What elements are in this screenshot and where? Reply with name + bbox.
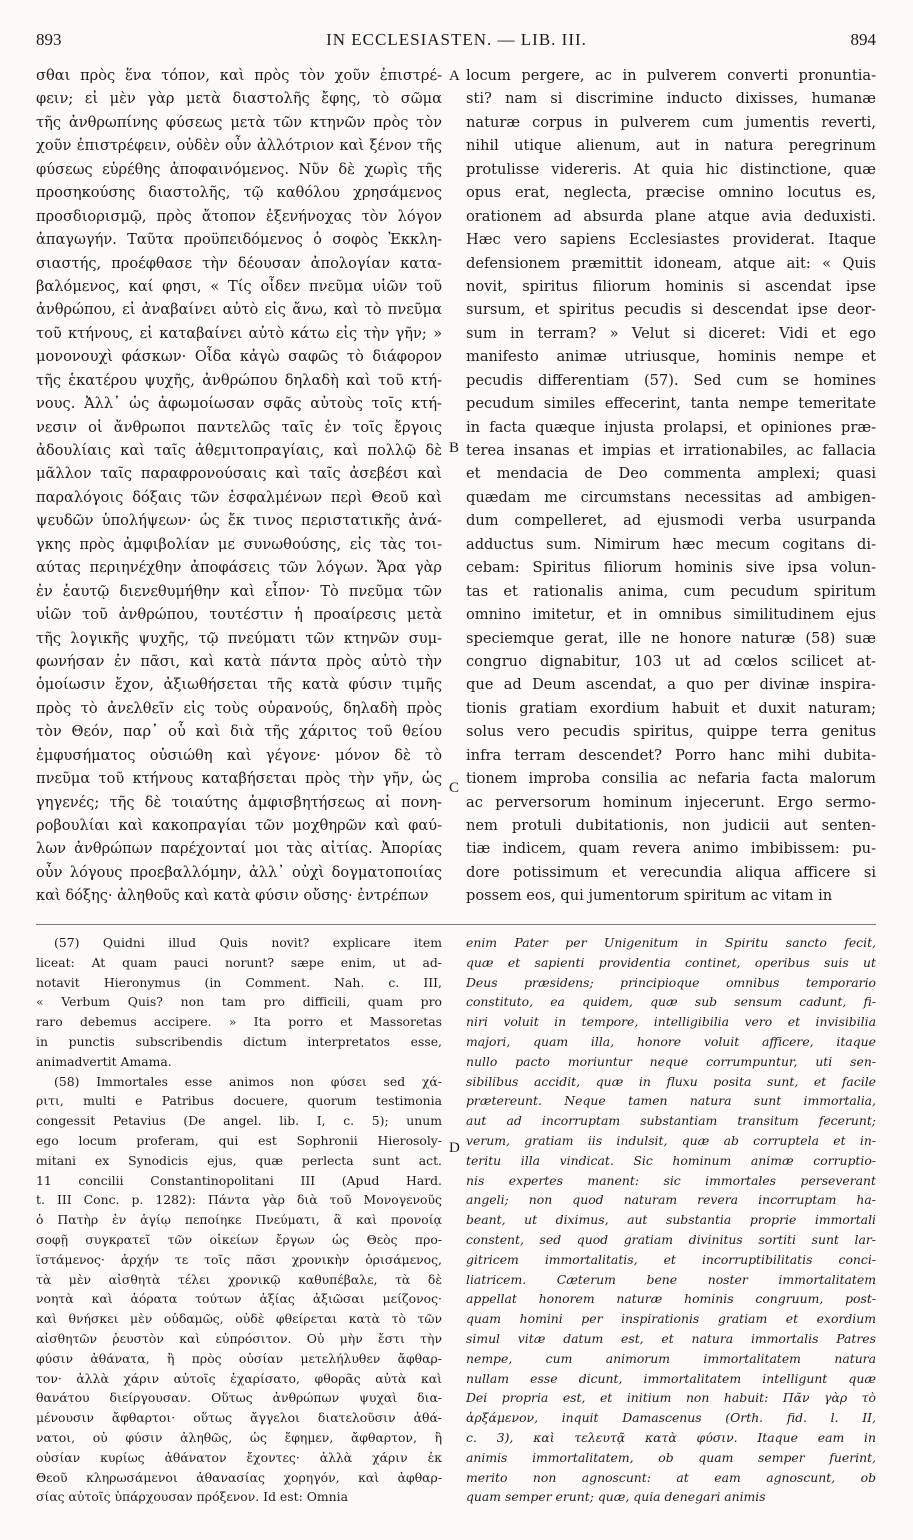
latin-text-line: sursum, et spiritus pecudis si descendat ipse deor- — [466, 301, 876, 319]
latin-text-line: solus vero pecudis spiritus, quippe terra genitus — [466, 723, 876, 741]
footnote-line: Deus præsidens; principioque omnibus temporario — [466, 974, 876, 990]
footnote-line: τὰ μὲν αἰσθητὰ τέλει χρονικῷ καθυπέβαλε, τὰ δὲ — [36, 1271, 442, 1287]
greek-text-line: σθαι πρὸς ἕνα τόπον, καὶ πρὸς τὸν χοῦν ἐπιστρέ- — [36, 67, 442, 84]
latin-text-line: quædam me circumstans necessitas ad ambigen- — [466, 488, 876, 506]
footnote-line: notavit Hieronymus (in Comment. Nah. c. III, — [36, 974, 442, 990]
greek-text-line: ροβουλίαι καὶ κακοπραγίαι τῶν μοχθηρῶν καὶ φαύ- — [36, 817, 442, 834]
footnote-line: niri voluit in tempore, intelligibilia vero et invisibilia — [466, 1014, 876, 1030]
footnote-line: quam homini per inspirationis gratiam et exordium — [466, 1311, 876, 1327]
latin-text-line: pecudum similes effecerint, tanta nempe temeritate — [466, 395, 876, 413]
greek-text-column — [36, 64, 442, 908]
footnote-line: prætereunt. Neque tamen natura sunt immortalia, — [466, 1093, 876, 1109]
page-number-left: 893 — [36, 30, 62, 49]
greek-text-line: ἐμφυσήματος οὐσιώθη καὶ γέγονε· μόνον δὲ τὸ — [36, 746, 442, 764]
footnote-line: « Verbum Quis? non tam pro difficili, quam pro — [36, 994, 442, 1010]
latin-text-line: novit, spiritus filiorum hominis si ascendat ipse — [466, 277, 876, 295]
footnote-line: in punctis subscribendis dictum interpretatos esse, — [36, 1033, 442, 1049]
greek-text-line: ἐν ἑαυτῷ διενεθυμήθην καὶ εἶπον· Τὸ πνεῦμα τῶν — [36, 582, 442, 600]
greek-text-line: τὸν Θεόν, παρ᾽ οὗ καὶ διὰ τῆς χάριτος τοῦ θείου — [36, 723, 442, 741]
footnote-line: nullo pacto moriuntur neque corrumpuntur, uti sen- — [466, 1053, 876, 1069]
latin-text-line: orationem ad absurda plane atque avia deduxisti. — [466, 207, 876, 225]
latin-text-line: nihil utique alienum, aut in natura peregrinum — [466, 137, 876, 155]
footnote-line: οὐσίαν κυρίως ἀθάνατον ἔχοντες· ἀλλὰ χάριν ἐκ — [36, 1449, 442, 1465]
latin-text-line: speciemque gerat, ille ne honore naturæ (58) suæ — [466, 629, 876, 647]
footnote-line: simul vitæ datum est, et natura immortalis Patres — [466, 1330, 876, 1346]
greek-text-line: παραλόγοις δόξαις τῶν ἐσφαλμένων περὶ Θεοῦ καὶ — [36, 488, 442, 506]
footnote-line: mitani ex Synodicis ejus, quæ perlecta sunt act. — [36, 1152, 442, 1168]
greek-text-line: τῆς λογικῆς ψυχῆς, τῷ πνεύματι τῶν κτηνῶν συμ- — [36, 629, 442, 647]
latin-text-line: naturæ corpus in pulverem cum jumentis reverti, — [466, 113, 876, 131]
footnote-line: (57) Quidni illud Quis novit? explicare item — [54, 935, 442, 950]
latin-text-line: terea insanas et impias et irrationabiles, ac fallacia — [466, 442, 876, 459]
latin-text-line: pecudis differentiam (57). Sed cum se homines — [466, 371, 876, 389]
latin-text-line: opus erat, neglecta, præcise omnino locutus es, — [466, 184, 876, 202]
footnote-line: Θεοῦ κληρωσάμενοι ἀθανασίας χορηγόν, καὶ ἀφθαρ- — [36, 1469, 442, 1485]
greek-text-line: λων ἀνθρώπων παρέχονταί μοι τὰς αἰτίας. Ἀπορίας — [36, 840, 442, 858]
footnote-line: σίας αὐτοῖς ὑπάρχουσαν πρόξενον. Id est: Omnia — [36, 1489, 348, 1505]
footnote-line: nis expertes manent: sic immortales perseverant — [466, 1172, 876, 1188]
latin-text-line: manifesto animæ utriusque, hominis nempe et — [466, 348, 876, 366]
margin-letter-b: B — [449, 440, 460, 456]
margin-letter-d: D — [449, 1140, 460, 1156]
footnote-line: ἀρξάμενον, inquit Damascenus (Orth. fid. l. II, — [466, 1410, 876, 1426]
greek-text-line: χοῦν ἐπιστρέφειν, οὐδὲν οὖν ἀλλότριον καὶ ξένον τῆς — [36, 137, 442, 155]
greek-text-line: μᾶλλον ταῖς παραφρονούσαις καὶ ταῖς ἀσεβέσι καὶ — [36, 465, 442, 483]
greek-text-line: τοῦ κτήνους, εἰ καταβαίνει αὐτὸ κάτω εἰς τὴν γῆν; » — [36, 324, 442, 342]
footnote-line: appellat honorem naturæ hominis congruum, post- — [466, 1291, 876, 1307]
greek-text-line: καὶ δόξης· ἀληθοῦς καὶ κατὰ φύσιν οὔσης· ἐντρέπων — [36, 887, 429, 905]
footnote-line: φύσιν ἀθάνατα, ἢ πρὸς οὐσίαν μετελήλυθεν ἄφθαρ- — [36, 1350, 442, 1366]
greek-text-line: προσδιορισμῷ, πρὸς ἄτοπον ἐξενήνοχας τὸν λόγον — [36, 207, 442, 225]
footnote-line: ριτι, multi e Patribus docuere, quorum testimonia — [36, 1093, 442, 1109]
greek-text-line: βαλόμενος, καί φησι, « Τίς οἶδεν πνεῦμα υἱῶν τοῦ — [36, 277, 442, 295]
latin-text-line: dore potissimum et verecundia aliqua afficere si — [466, 863, 876, 881]
latin-text-line: locum pergere, ac in pulverem converti pronuntia- — [466, 67, 876, 84]
footnote-line: μένουσιν ἄφθαρτοι· οὕτως ἄγγελοι διατελοῦσιν ἀθά- — [36, 1410, 442, 1426]
footnote-divider — [36, 924, 876, 925]
greek-text-line: γηγενές; τῆς δὲ τοιαύτης ἀμφισβητήσεως αἱ πονη- — [36, 793, 442, 811]
latin-text-line: ac perversorum hominum injecerunt. Ergo sermo- — [466, 793, 876, 811]
greek-text-line: φειν; εἰ μὲν γὰρ μετὰ διαστολῆς ἔφης, τὸ σῶμα — [36, 90, 442, 108]
greek-text-line: νους. Ἀλλ᾽ ὡς ἀφωμοίωσαν σφᾶς αὐτοὺς τοῖς κτή- — [36, 395, 442, 413]
footnote-line: enim Pater per Unigenitum in Spiritu sancto fecit, — [466, 935, 876, 950]
latin-text-line: tionis gratiam exordium habuit et duxit naturam; — [466, 699, 876, 717]
footnote-line: αἰσθητῶν ῥευστὸν καὶ εὐπρόσιτον. Οὐ μὴν ἔστι τὴν — [36, 1330, 442, 1346]
footnote-line: nullam esse dicunt, immortalitatem intelligunt quæ — [466, 1370, 876, 1386]
greek-text-line: φύσεως εὑρέθης ἀποφαινόμενος. Νῦν δὲ χωρὶς τῆς — [36, 160, 442, 178]
footnote-line: angeli; non quod naturam revera incorruptam ha- — [466, 1192, 876, 1208]
footnote-line: raro debemus accipere. » Ita porro et Massoretas — [36, 1014, 442, 1030]
footnote-line: νοητὰ καὶ ἀόρατα τούτων ἀξίας ἀξιῶσαι μείζονος· — [36, 1291, 442, 1307]
greek-text-line: αύτας περιηνέχθην ἀποφάσεις τῶν λόγων. Ἄρα γὰρ — [36, 559, 442, 577]
footnote-line: c. 3), καὶ τελευτᾷ κατὰ φύσιν. Itaque eam in — [466, 1429, 876, 1445]
latin-text-line: in facta quæque injusta prolapsi, et opiniones præ- — [466, 418, 876, 436]
latin-text-line: sti? nam si discrimine inducto dixisses, humanæ — [466, 90, 876, 108]
footnote-line: καὶ θνήσκει μὲν οὐδαμῶς, οὐδὲ φθείρεται κατὰ τὸ τῶν — [36, 1311, 442, 1327]
greek-text-line: τῆς ἀνθρωπίνης φύσεως μετὰ τῶν κτηνῶν πρὸς τὸν — [36, 113, 442, 131]
footnote-line: ego locum proferam, qui est Sophronii Hierosoly- — [36, 1132, 442, 1148]
footnote-line: t. III Conc. p. 1282): Πάντα γὰρ διὰ τοῦ Μονογενοῦς — [36, 1192, 442, 1208]
latin-text-line: et mendacia de Deo commenta amplexi; quasi — [466, 465, 876, 483]
greek-text-line: πνεῦμα τοῦ κτήνους καταβήσεται πρὸς τὴν γῆν, ὡς — [36, 770, 442, 788]
latin-text-line: defensionem præmittit idoneam, atque ait: « Quis — [466, 254, 876, 272]
latin-text-line: que ad Deum ascendat, a quo per divinæ inspira- — [466, 676, 876, 694]
latin-text-column — [466, 64, 876, 908]
footnote-line: Dei propria est, et initium non habuit: Πᾶν γὰρ τὸ — [466, 1390, 876, 1406]
footnote-line: merito non agnoscunt: at eam agnoscunt, ob — [466, 1469, 876, 1485]
latin-text-line: congruo dignabitur, 103 ut ad cœlos scilicet at- — [466, 652, 876, 670]
running-title: IN ECCLESIASTEN. — LIB. III. — [326, 30, 587, 49]
footnote-line: τον· ἀλλὰ χάριν αὐτοῖς ἐχαρίσατο, φθορᾶς αὐτὰ καὶ — [36, 1370, 442, 1386]
latin-text-line: sum in terram? » Velut si diceret: Vidi et ego — [466, 324, 876, 342]
page-number-right: 894 — [850, 30, 876, 49]
greek-text-line: φωνήσαν ἐν πᾶσι, καὶ κατὰ πάντα πρὸς αὐτὸ τὴν — [36, 652, 442, 670]
footnote-line: liceat: At quam pauci norunt? sæpe enim, ut ad- — [36, 954, 442, 970]
footnote-line: ϊστάμενος· ἀρχήν τε τοῖς πᾶσι χρονικὴν ὁρισάμενος, — [36, 1251, 442, 1267]
footnote-line: (58) Immortales esse animos non φύσει sed χά- — [54, 1073, 442, 1089]
footnote-line: aut ad incorruptam substantiam transitum fecerunt; — [466, 1113, 876, 1129]
footnote-line: constituto, ea quidem, quæ sub sensum cadunt, fi- — [466, 994, 876, 1010]
footnote-line: quæ et sapienti providentia continet, operibus suis ut — [466, 954, 876, 970]
footnote-line: θανάτου διείργουσαν. Οὕτως ἀνθρώπων ψυχαὶ δια- — [36, 1390, 442, 1406]
latin-text-line: nem protuli dubitationis, non judicii aut senten- — [466, 817, 876, 834]
latin-text-line: omnino imitetur, et in omnibus similitudinem ejus — [466, 606, 876, 624]
greek-text-line: σιαστής, προέφθασε τὴν δέουσαν ἀπολογίαν κατα- — [36, 254, 442, 272]
greek-text-line: μονονουχὶ φάσκων· Οἶδα κἀγὼ σαφῶς τὸ διάφορον — [36, 348, 442, 366]
latin-text-line: cebam: Spiritus filiorum hominis sive ipsa volun- — [466, 559, 876, 577]
latin-text-line: infra terram descendet? Porro hanc mihi dubita- — [466, 746, 876, 764]
footnote-line: beant, ut diximus, aut substantia proprie immortali — [466, 1212, 876, 1228]
greek-text-line: νεσιν οἱ ἄνθρωποι παντελῶς ταῖς ἐν τοῖς ἔργοις — [36, 418, 442, 436]
footnote-line: σοφῇ συγκρατεῖ τῶν οἰκείων ἔργων ὡς Θεὸς προ- — [36, 1231, 442, 1247]
latin-text-line: Hæc vero sapiens Ecclesiastes providerat. Itaque — [466, 231, 876, 249]
footnote-line: majori, quam illa, honore voluit afficere, itaque — [466, 1033, 876, 1049]
latin-text-line: possem eos, qui jumentorum spiritum ac vitam in — [466, 887, 833, 905]
footnote-line: verum, gratiam iis indulsit, quæ ab corruptela et in- — [466, 1132, 876, 1148]
greek-text-line: ἀνθρώπου, εἰ ἀναβαίνει αὐτὸ εἰς ἄνω, καὶ τὸ πνεῦμα — [36, 301, 442, 319]
footnote-line: animis immortalitatem, ob quam semper fuerint, — [466, 1449, 876, 1465]
latin-text-line: protulisse videreris. At quia hic distinctione, quæ — [466, 160, 876, 178]
greek-text-line: οὖν λόγους προεβαλλόμην, ἀλλ᾽ οὐχὶ δογματοποιίας — [36, 863, 442, 881]
greek-text-line: γκης πρὸς ἀμφιβολίαν με συνωθούσης, εἰς τὰς τοι- — [36, 535, 442, 553]
footnote-line: nempe, cum animorum immortalitatem natura — [466, 1350, 876, 1366]
footnote-line: congessit Petavius (De angel. lib. I, c. 5); unum — [36, 1113, 442, 1129]
margin-letter-c: C — [449, 780, 460, 796]
latin-text-line: tionem improba consilia ac nefaria facta malorum — [466, 770, 876, 788]
greek-text-line: ὁμοίωσιν ἔχον, ἀξιωθήσεται τῆς κατὰ φύσιν τιμῆς — [36, 676, 442, 694]
latin-text-line: tas et rationalis anima, cum pecudum spiritum — [466, 582, 876, 600]
footnote-line: liatricem. Cæterum bene noster immortalitatem — [466, 1271, 876, 1287]
footnote-line: teritu illa vindicat. Sic hominum animæ corruptio- — [466, 1152, 876, 1168]
greek-text-line: ἀδουλίαις καὶ ταῖς ἀθεμιτοπραγίαις, καὶ πολλῷ δὲ — [36, 442, 442, 459]
margin-letter-a: A — [449, 68, 460, 84]
footnote-line: ὁ Πατὴρ ἐν ἁγίῳ πεποίηκε Πνεύματι, ἃ καὶ προνοίᾳ — [36, 1212, 442, 1228]
greek-text-line: τῆς ἑκατέρου ψυχῆς, ἀνθρώπου δηλαδὴ καὶ τοῦ κτή- — [36, 371, 442, 389]
footnote-line: gitricem immortalitatis, et incorruptibilitatis conci- — [466, 1251, 876, 1267]
latin-text-line: adductus sum. Nimirum hæc mecum cogitans di- — [466, 535, 876, 553]
greek-text-line: προσηκούσης διαστολῆς, τῷ καθόλου χρησάμενος — [36, 184, 442, 202]
footnote-line: animadvertit Amama. — [36, 1053, 172, 1069]
footnote-line: quam semper erunt; quæ, quia denegari animis — [466, 1489, 766, 1505]
footnote-line: constent, sed quod gratiam divinitus sortiti sunt lar- — [466, 1231, 876, 1247]
greek-text-line: ἀπαγωγήν. Ταῦτα προϋπειδόμενος ὁ σοφὸς Ἐκκλη- — [36, 231, 442, 249]
footnotes-right-column — [466, 933, 876, 1507]
latin-text-line: tiæ indicem, quam revera animo imbibissem: pu- — [466, 840, 876, 858]
latin-text-line: dum compelleret, ad ejusmodi verba usurpanda — [466, 512, 876, 530]
footnote-line: sibilibus accidit, quæ in fluxu posita sunt, et facile — [466, 1073, 876, 1089]
greek-text-line: ψευδῶν ὑπολήψεων· ὡς ἔκ τινος περιστατικῆς ἀνά- — [36, 512, 442, 530]
greek-text-line: πρὸς τὸ ἀνελθεῖν εἰς τοὺς οὐρανούς, δηλαδὴ πρὸς — [36, 699, 442, 717]
footnote-line: 11 concilii Constantinopolitani III (Apud Hard. — [36, 1172, 442, 1188]
footnote-line: νατοι, οὐ φύσιν ἀληθῶς, ὡς ἔφημεν, ἄφθαρτον, ἢ — [36, 1429, 442, 1445]
footnotes-left-column — [36, 933, 442, 1507]
greek-text-line: υἱῶν τοῦ ἀνθρώπου, τουτέστιν ἡ προαίρεσις μετὰ — [36, 606, 442, 624]
